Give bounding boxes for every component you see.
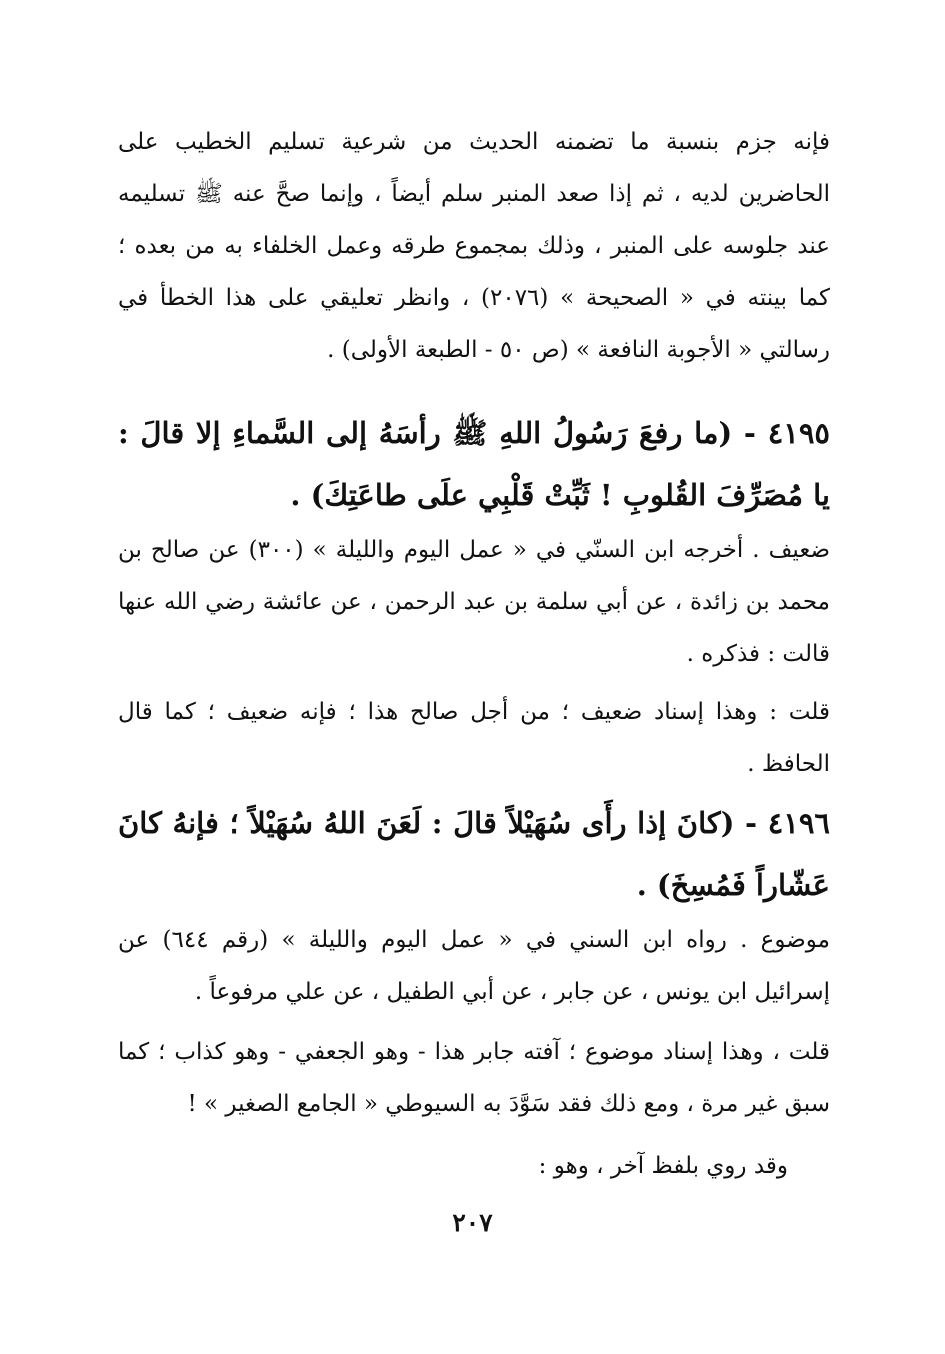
paragraph-comment-4195: قلت : وهذا إسناد ضعيف ؛ من أجل صالح هذا ؛ فإنه ضعيف ؛ كما قال الحافظ . [118,699,830,777]
paragraph-takhrij-4196: موضوع . رواه ابن السني في « عمل اليوم والليلة » (رقم ٦٤٤) عن إسرائيل ابن يونس ، عن جابر ، عن أبي الطفيل ، عن علي مرفوعاً . [118,927,830,1005]
paragraph-comment-4196: قلت ، وهذا إسناد موضوع ؛ آفته جابر هذا - وهو الجعفي - وهو كذاب ؛ كما سبق غير مرة ، ومع ذلك فقد سَوَّدَ به السيوطي « الجامع الصغير » ! [118,1039,830,1117]
paragraph-another-wording: وقد روي بلفظ آخر ، وهو : [538,1153,788,1179]
page-number: ٢٠٧ [452,1208,493,1237]
paragraph-commentary-continuation: فإنه جزم بنسبة ما تضمنه الحديث من شرعية تسليم الخطيب على الحاضرين لديه ، ثم إذا صعد المنبر سلم أيضاً ، وإنما صحَّ عنه ﷺ تسليمه عند جلوسه على المنبر ، وذلك بمجموع طرقه وعمل الخلفاء به من بعده ؛ كما بينته في « الصحيحة » (٢٠٧٦) ، وانظر تعليقي على هذا الخطأ في رسالتي « الأجوبة النافعة » (ص ٥٠ - الطبعة الأولى) . [118,129,830,363]
paragraph-takhrij-4195: ضعيف . أخرجه ابن السنّي في « عمل اليوم والليلة » (٣٠٠) عن صالح بن محمد بن زائدة ، عن أبي سلمة بن عبد الرحمن ، عن عائشة رضي الله عنها قالت : فذكره . [118,537,830,667]
hadith-4195: ٤١٩٥ - (ما رفعَ رَسُولُ اللهِ ﷺ رأسَهُ إلى السَّماءِ إلا قالَ : يا مُصَرِّفَ القُلوبِ ! ثَبِّتْ قَلْبِي علَى طاعَتِكَ) . [118,416,830,512]
hadith-4196: ٤١٩٦ - (كانَ إذا رأَى سُهَيْلاً قالَ : لَعَنَ اللهُ سُهَيْلاً ؛ فإنهُ كانَ عَشّاراً فَمُسِخَ) . [118,806,830,902]
